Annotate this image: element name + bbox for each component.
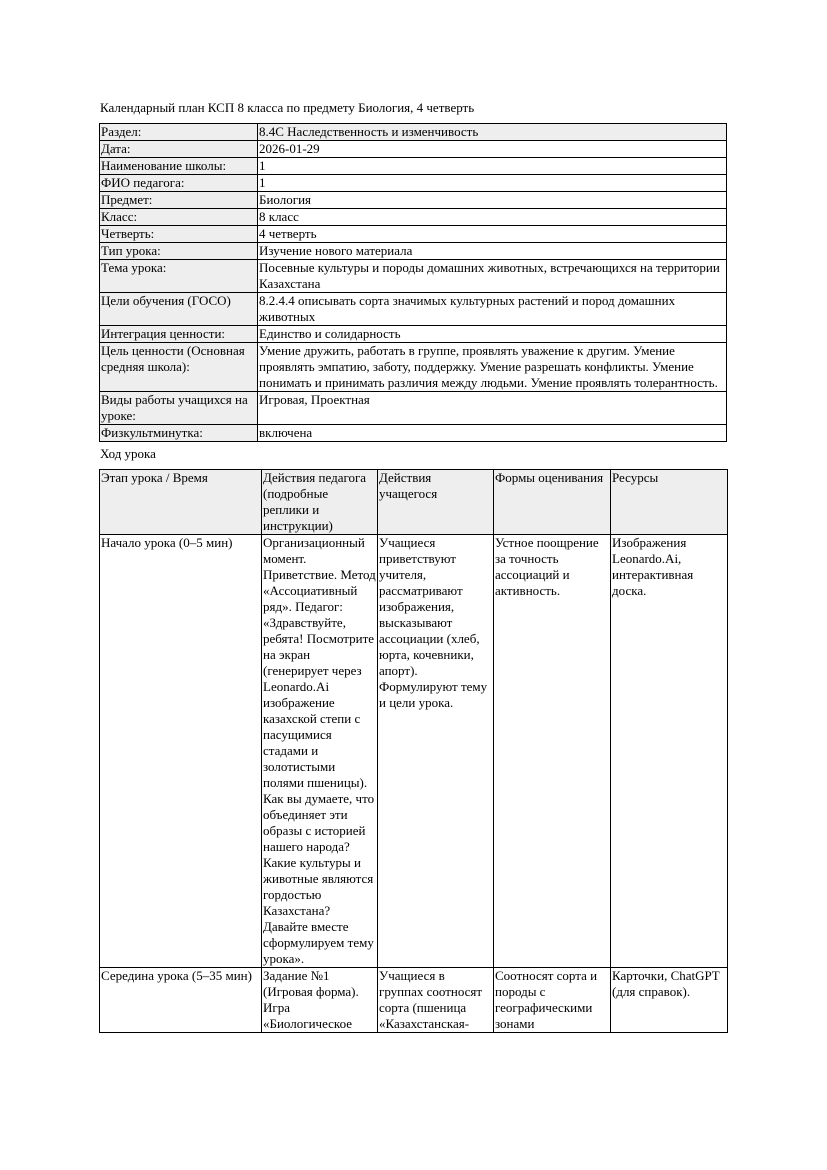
info-value: 8 класс (258, 209, 727, 226)
info-label: Предмет: (100, 192, 258, 209)
info-label: Четверть: (100, 226, 258, 243)
lesson-row (100, 535, 728, 968)
info-label: Тема урока: (100, 260, 258, 293)
info-value: 1 (258, 158, 727, 175)
column-header: Действия педагога (подробные реплики и инструкции) (262, 470, 378, 535)
page-title: Календарный план КСП 8 класса по предмету Биология, 4 четверть (100, 100, 475, 115)
info-value: Посевные культуры и породы домашних животных, встречающихся на территории Казахстана (258, 260, 727, 293)
info-value: 1 (258, 175, 727, 192)
info-row (100, 175, 727, 192)
info-row (100, 158, 727, 175)
lesson-cell: Учащиеся в группах соотносят сорта (пшеница «Казахстанская- (378, 968, 494, 1033)
info-row (100, 343, 727, 392)
lesson-cell: Учащиеся приветствуют учителя, рассматривают изображения, высказывают ассоциации (хлеб, юрта, кочевники, апорт). Формулируют тему и цели урока. (378, 535, 494, 968)
lesson-cell: Соотносят сорта и породы с географическими зонами (494, 968, 611, 1033)
info-label: Физкультминутка: (100, 425, 258, 442)
info-value: 4 четверть (258, 226, 727, 243)
info-label: Цель ценности (Основная средняя школа): (100, 343, 258, 392)
info-row (100, 141, 727, 158)
info-row (100, 124, 727, 141)
lesson-header-row (100, 470, 728, 535)
info-label: Класс: (100, 209, 258, 226)
column-header: Ресурсы (611, 470, 728, 535)
info-row (100, 425, 727, 442)
column-header: Действия учащегося (378, 470, 494, 535)
column-header: Этап урока / Время (100, 470, 262, 535)
lesson-flow-table (99, 469, 728, 1033)
info-row (100, 293, 727, 326)
lesson-cell: Начало урока (0–5 мин) (100, 535, 262, 968)
info-label: ФИО педагога: (100, 175, 258, 192)
info-row (100, 243, 727, 260)
info-label: Виды работы учащихся на уроке: (100, 392, 258, 425)
info-label: Интеграция ценности: (100, 326, 258, 343)
info-label: Наименование школы: (100, 158, 258, 175)
info-value: включена (258, 425, 727, 442)
info-row (100, 260, 727, 293)
lesson-cell: Задание №1 (Игровая форма). Игра «Биологическое (262, 968, 378, 1033)
lesson-info-table (99, 123, 727, 442)
info-value: 8.4C Наследственность и изменчивость (258, 124, 727, 141)
lesson-flow-heading: Ход урока (100, 446, 156, 461)
lesson-row (100, 968, 728, 1033)
lesson-cell: Середина урока (5–35 мин) (100, 968, 262, 1033)
column-header: Формы оценивания (494, 470, 611, 535)
info-row (100, 392, 727, 425)
info-value: Игровая, Проектная (258, 392, 727, 425)
info-label: Цели обучения (ГОСО) (100, 293, 258, 326)
info-row (100, 209, 727, 226)
lesson-cell: Изображения Leonardo.Ai, интерактивная доска. (611, 535, 728, 968)
info-value: Единство и солидарность (258, 326, 727, 343)
info-label: Раздел: (100, 124, 258, 141)
info-label: Дата: (100, 141, 258, 158)
info-label: Тип урока: (100, 243, 258, 260)
lesson-cell: Устное поощрение за точность ассоциаций и активность. (494, 535, 611, 968)
lesson-cell: Карточки, ChatGPT (для справок). (611, 968, 728, 1033)
info-value: Умение дружить, работать в группе, проявлять уважение к другим. Умение проявлять эмпатию, заботу, поддержку. Умение разрешать конфликты. Умение понимать и принимать различия между людьми. Умение проявлять толерантность. (258, 343, 727, 392)
info-value: 8.2.4.4 описывать сорта значимых культурных растений и пород домашних животных (258, 293, 727, 326)
lesson-cell: Организационный момент. Приветствие. Метод «Ассоциативный ряд». Педагог: «Здравствуйте, ребята! Посмотрите на экран (генерирует через Leonardo.Ai изображение казахской степи с пасущимися стадами и золотистыми полями пшеницы). Как вы думаете, что объединяет эти образы с историей нашего народа? Какие культуры и животные являются гордостью Казахстана? Давайте вместе сформулируем тему урока». (263, 535, 376, 966)
info-value: Изучение нового материала (258, 243, 727, 260)
info-row (100, 326, 727, 343)
info-value: 2026-01-29 (258, 141, 727, 158)
info-value: Биология (258, 192, 727, 209)
info-row (100, 192, 727, 209)
info-row (100, 226, 727, 243)
